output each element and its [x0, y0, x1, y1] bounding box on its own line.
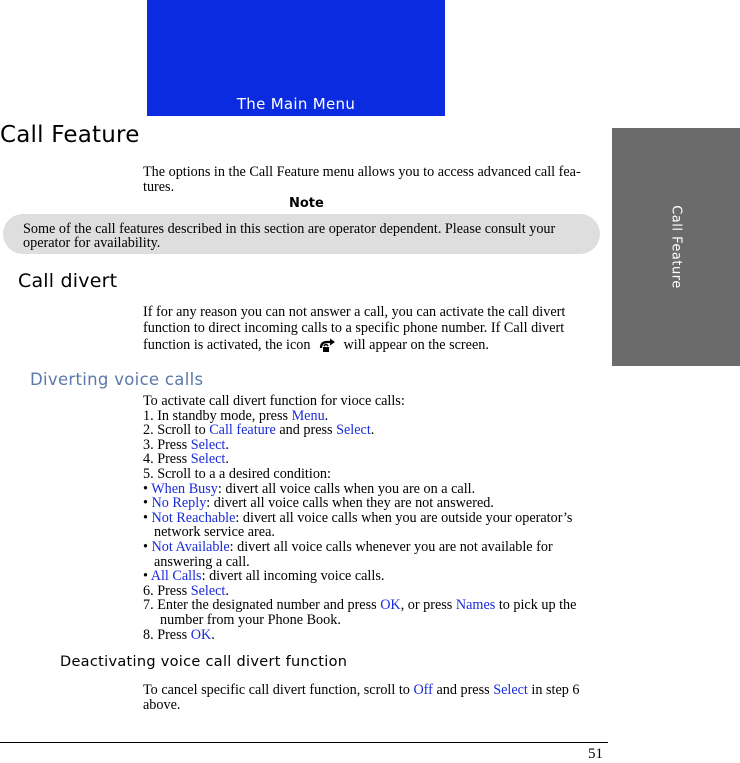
divert-line-3: function is activated, the icon will appear on the screen. — [143, 337, 489, 353]
kw-call-feature: Call feature — [209, 422, 276, 439]
kw-names: Names — [455, 597, 496, 614]
diverting-steps — [143, 394, 608, 642]
deact-line-2: above. — [143, 697, 181, 713]
side-tab-label: Call Feature — [668, 205, 684, 289]
kw-not-reachable: Not Reachable — [151, 509, 236, 526]
divert-line-2: function to direct incoming calls to a specific phone number. If Call divert — [143, 320, 565, 336]
bullet-not-reachable-cont: network service area. — [154, 524, 275, 541]
side-chapter-tab — [612, 128, 740, 366]
step-8: 8. Press OK. — [143, 626, 215, 643]
bullet-when-busy: • When Busy: divert all voice calls when you are on a call. — [143, 480, 476, 497]
note-text — [23, 222, 588, 250]
step-2: 2. Scroll to Call feature and press Select. — [143, 422, 375, 439]
kw-no-reply: No Reply — [151, 495, 207, 512]
kw-select: Select — [190, 436, 226, 453]
call-divert-paragraph — [143, 304, 603, 353]
kw-off: Off — [413, 682, 433, 698]
note-label: Note — [289, 196, 324, 211]
kw-when-busy: When Busy — [151, 480, 218, 497]
kw-select: Select — [336, 422, 371, 439]
header-banner — [147, 0, 445, 116]
intro-paragraph — [143, 165, 603, 195]
intro-line-1: The options in the Call Feature menu allows you to access advanced call fea- — [143, 164, 581, 180]
deact-line-1: To cancel specific call divert function, scroll to Off and press Select in step 6 — [143, 682, 580, 698]
step-7: 7. Enter the designated number and press OK, or press Names to pick up the — [143, 597, 577, 614]
note-line-2: operator for availability. — [23, 235, 161, 251]
diverting-voice-calls-heading: Diverting voice calls — [30, 370, 204, 389]
bullet-not-available: • Not Available: divert all voice calls whenever you are not available for — [143, 538, 553, 555]
deactivating-heading: Deactivating voice call divert function — [60, 654, 348, 670]
step-1: 1. In standby mode, press Menu. — [143, 407, 329, 424]
bullet-all-calls: • All Calls: divert all incoming voice calls. — [143, 568, 385, 585]
footer-rule — [0, 742, 608, 743]
step-5: 5. Scroll to a a desired condition: — [143, 465, 331, 482]
step-3: 3. Press Select. — [143, 436, 229, 453]
kw-ok: OK — [380, 597, 401, 614]
note-line-1: Some of the call features described in this section are operator dependent. Please consult your — [23, 221, 556, 237]
step-4: 4. Press Select. — [143, 451, 229, 468]
kw-ok: OK — [190, 626, 212, 643]
step-7-cont: number from your Phone Book. — [160, 611, 341, 628]
deactivating-paragraph — [143, 683, 613, 713]
section-title: Call Feature — [0, 122, 140, 148]
kw-all-calls: All Calls — [150, 568, 202, 585]
step-6: 6. Press Select. — [143, 582, 229, 599]
banner-title: The Main Menu — [236, 95, 356, 113]
steps-intro: To activate call divert function for vioce calls: — [143, 393, 405, 409]
call-divert-icon — [318, 336, 338, 353]
kw-select: Select — [190, 451, 226, 468]
bullet-no-reply: • No Reply: divert all voice calls when they are not answered. — [143, 495, 494, 512]
kw-select: Select — [493, 682, 528, 698]
bullet-not-reachable: • Not Reachable: divert all voice calls when you are outside your operator’s — [143, 509, 573, 526]
intro-line-2: tures. — [143, 179, 175, 195]
kw-menu: Menu — [291, 407, 325, 424]
call-divert-heading: Call divert — [18, 270, 118, 292]
divert-line-1: If for any reason you can not answer a call, you can activate the call divert — [143, 304, 566, 320]
note-box — [3, 214, 600, 254]
bullet-not-available-cont: answering a call. — [154, 553, 250, 570]
page-number: 51 — [588, 746, 603, 762]
kw-select: Select — [190, 582, 226, 599]
kw-not-available: Not Available — [151, 538, 230, 555]
